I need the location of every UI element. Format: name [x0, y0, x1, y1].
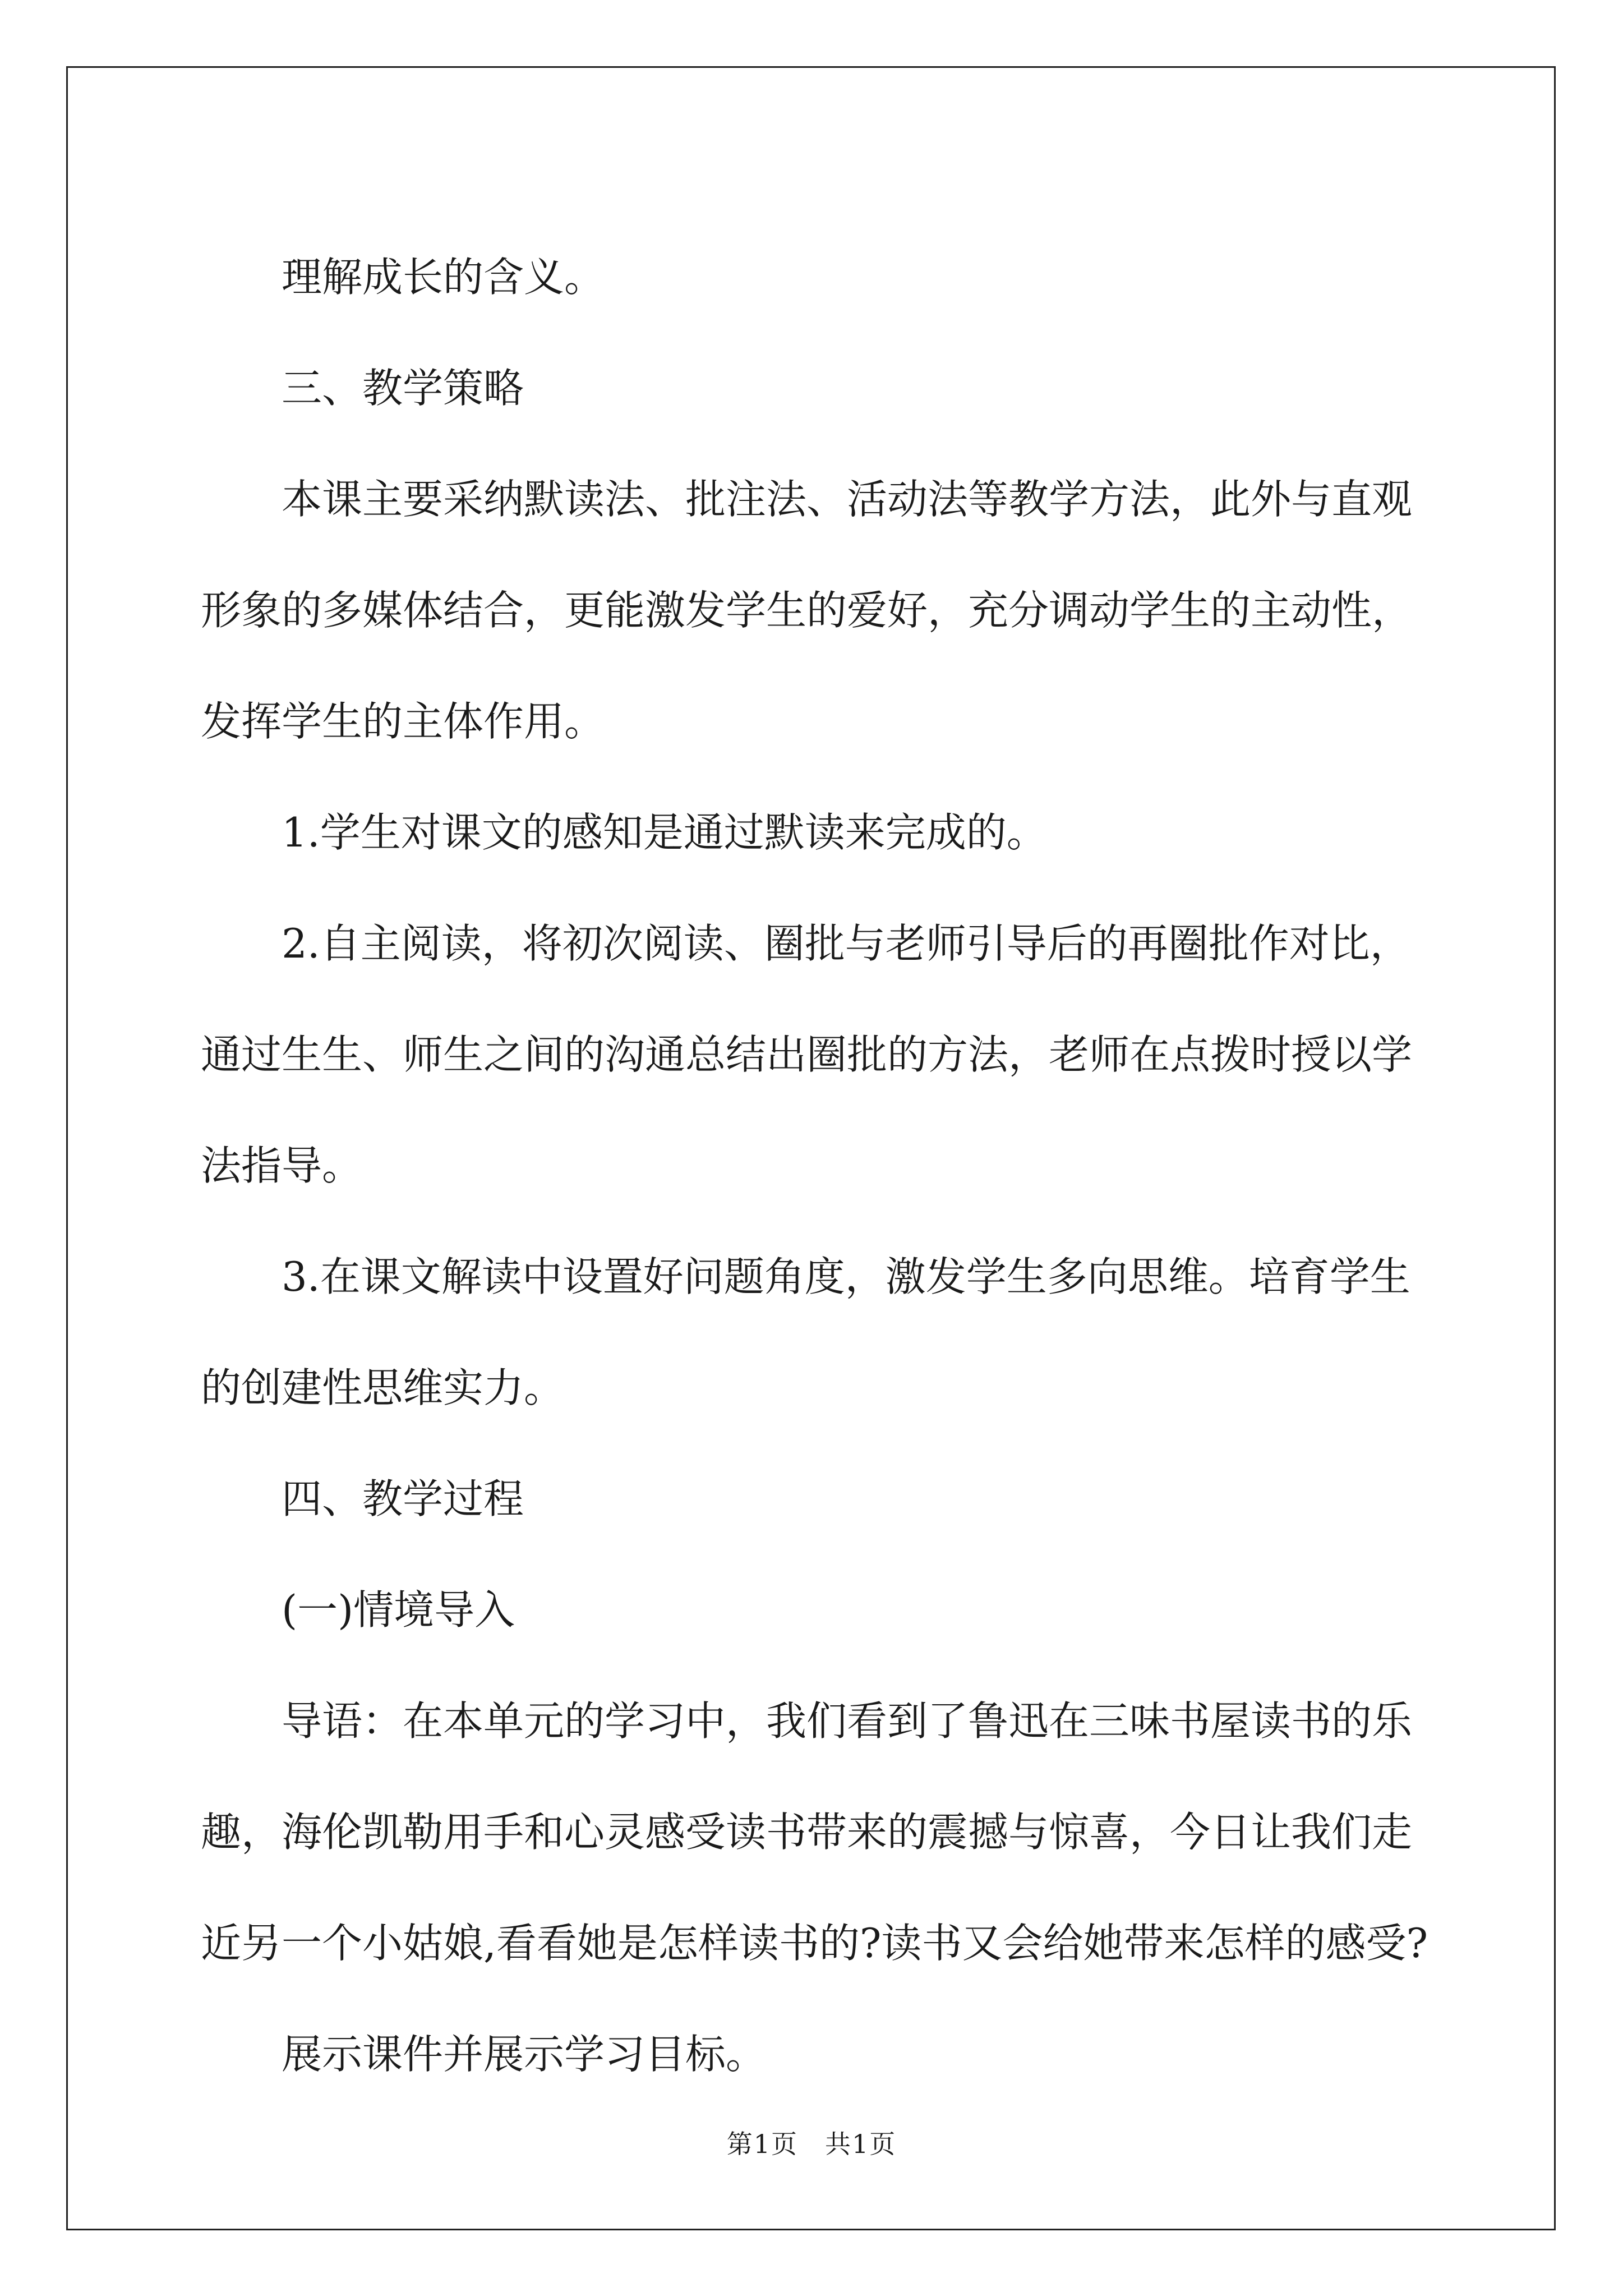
text-line: 1.学生对课文的感知是通过默读来完成的。 [282, 809, 1047, 856]
text-line: 本课主要采纳默读法、批注法、活动法等教学方法，此外与直观 [282, 476, 1413, 523]
text-line: 四、教学过程 [282, 1475, 524, 1522]
text-line: 三、教学策略 [282, 365, 524, 412]
page-footer [0, 2127, 1623, 2161]
text-line: 形象的多媒体结合，更能激发学生的爱好，充分调动学生的主动性， [201, 587, 1413, 634]
text-line: 的创建性思维实力。 [201, 1364, 565, 1411]
text-line: 通过生生、师生之间的沟通总结出圈批的方法，老师在点拨时授以学 [201, 1031, 1413, 1078]
paragraph [201, 222, 1429, 333]
section-heading [201, 1443, 1429, 1554]
document-body [201, 222, 1429, 2110]
text-line: 3.在课文解读中设置好问题角度，激发学生多向思维。培育学生 [282, 1253, 1410, 1300]
page-number: 第1页 共1页 [726, 2129, 897, 2159]
text-line: 理解成长的含义。 [282, 254, 605, 301]
list-item [201, 888, 1429, 1221]
text-line: 导语：在本单元的学习中，我们看到了鲁迅在三味书屋读书的乐 [282, 1697, 1413, 1745]
section-heading [201, 333, 1429, 444]
paragraph [201, 1999, 1429, 2110]
list-item [201, 777, 1429, 888]
text-line: (一)情境导入 [282, 1586, 515, 1634]
text-line: 近另一个小姑娘,看看她是怎样读书的?读书又会给她带来怎样的感受? [201, 1920, 1428, 1967]
subsection-heading [201, 1554, 1429, 1665]
list-item [201, 1221, 1429, 1443]
text-line: 趣，海伦凯勒用手和心灵感受读书带来的震撼与惊喜，今日让我们走 [201, 1809, 1413, 1856]
paragraph [201, 444, 1429, 777]
text-line: 展示课件并展示学习目标。 [282, 2031, 767, 2078]
text-line: 法指导。 [201, 1142, 363, 1189]
text-line: 2.自主阅读，将初次阅读、圈批与老师引导后的再圈批作对比， [282, 920, 1410, 967]
text-line: 发挥学生的主体作用。 [201, 698, 605, 745]
paragraph [201, 1665, 1429, 1999]
